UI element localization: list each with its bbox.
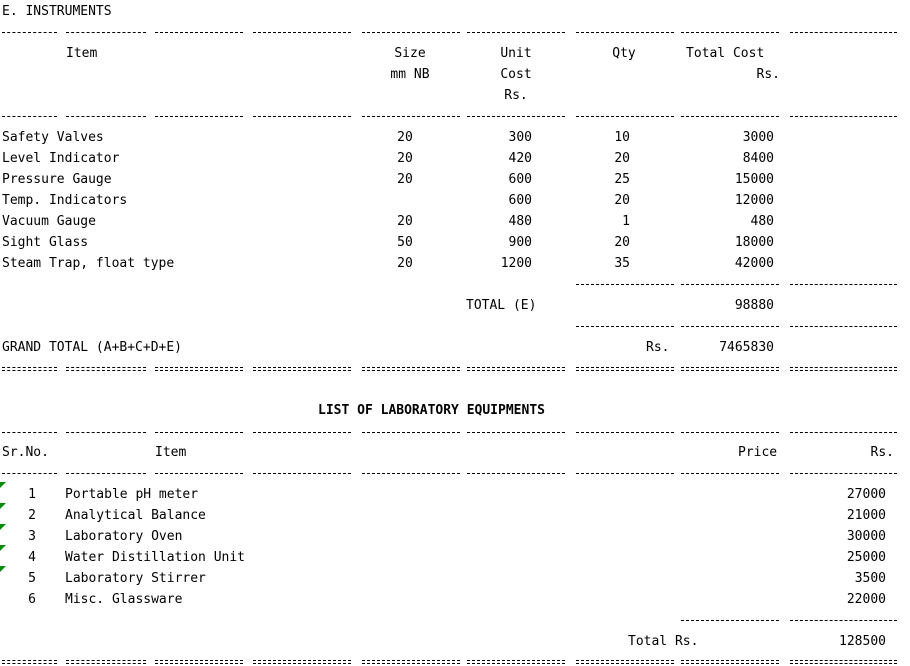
dashed-rule <box>362 116 460 117</box>
instrument-total: 3000 <box>742 130 774 145</box>
lab-header-item: Item <box>155 445 187 460</box>
lab-item-number: 1 <box>28 487 36 502</box>
instrument-unit-cost: 480 <box>508 214 532 229</box>
instrument-total: 15000 <box>734 172 774 187</box>
instrument-unit-cost: 300 <box>508 130 532 145</box>
lab-item-number: 6 <box>28 592 36 607</box>
double-rule <box>253 367 351 371</box>
dashed-rule <box>362 432 460 433</box>
double-rule <box>790 660 897 664</box>
double-rule <box>576 660 674 664</box>
instrument-item: Steam Trap, float type <box>2 256 175 271</box>
lab-item-price: 30000 <box>846 529 886 544</box>
lab-item-price: 3500 <box>854 571 886 586</box>
dashed-rule <box>681 284 779 285</box>
instrument-total: 42000 <box>734 256 774 271</box>
dashed-rule <box>66 116 146 117</box>
dashed-rule <box>790 32 897 33</box>
lab-item-number: 5 <box>28 571 36 586</box>
dashed-rule <box>467 32 565 33</box>
dashed-rule <box>681 432 779 433</box>
dashed-rule <box>576 32 674 33</box>
dashed-rule <box>576 116 674 117</box>
dashed-rule <box>155 116 243 117</box>
dashed-rule <box>681 32 779 33</box>
dashed-rule <box>2 432 57 433</box>
dashed-rule <box>576 326 674 327</box>
dashed-rule <box>2 32 57 33</box>
instrument-qty: 20 <box>614 193 630 208</box>
lab-total-value: 128500 <box>839 634 886 649</box>
dashed-rule <box>253 116 351 117</box>
section-title: E. INSTRUMENTS <box>2 4 112 19</box>
dashed-rule <box>681 473 779 474</box>
instrument-unit-cost: 420 <box>508 151 532 166</box>
double-rule <box>790 367 897 371</box>
instrument-qty: 20 <box>614 151 630 166</box>
lab-item-name: Laboratory Oven <box>65 529 183 544</box>
lab-total-label: Total Rs. <box>628 634 699 649</box>
dashed-rule <box>155 32 243 33</box>
instrument-size: 20 <box>397 256 413 271</box>
header-cost: Cost <box>500 67 532 82</box>
header-size: Size <box>394 46 426 61</box>
lab-item-price: 22000 <box>846 592 886 607</box>
double-rule <box>2 660 57 664</box>
dashed-rule <box>576 432 674 433</box>
dashed-rule <box>576 284 674 285</box>
instrument-unit-cost: 900 <box>508 235 532 250</box>
instrument-item: Sight Glass <box>2 235 89 250</box>
instrument-qty: 1 <box>622 214 630 229</box>
lab-item-price: 25000 <box>846 550 886 565</box>
lab-item-name: Analytical Balance <box>65 508 206 523</box>
lab-item-name: Portable pH meter <box>65 487 199 502</box>
dashed-rule <box>2 116 57 117</box>
lab-title: LIST OF LABORATORY EQUIPMENTS <box>318 403 545 418</box>
double-rule <box>155 660 243 664</box>
lab-item-number: 4 <box>28 550 36 565</box>
lab-item-name: Laboratory Stirrer <box>65 571 206 586</box>
instrument-item: Temp. Indicators <box>2 193 128 208</box>
instrument-size: 20 <box>397 130 413 145</box>
instrument-total: 12000 <box>734 193 774 208</box>
lab-item-name: Water Distillation Unit <box>65 550 246 565</box>
double-rule <box>681 660 779 664</box>
dashed-rule <box>362 473 460 474</box>
lab-item-number: 2 <box>28 508 36 523</box>
grand-total-value: 7465830 <box>719 340 774 355</box>
instrument-size: 20 <box>397 172 413 187</box>
dashed-rule <box>253 432 351 433</box>
header-unit: Unit <box>500 46 532 61</box>
header-qty: Qty <box>612 46 636 61</box>
dashed-rule <box>362 32 460 33</box>
instrument-item: Vacuum Gauge <box>2 214 96 229</box>
dashed-rule <box>467 116 565 117</box>
lab-item-price: 27000 <box>846 487 886 502</box>
header-total-cost: Total Cost <box>686 46 765 61</box>
dashed-rule <box>576 473 674 474</box>
instruments-total-label: TOTAL (E) <box>466 298 537 313</box>
lab-item-name: Misc. Glassware <box>65 592 183 607</box>
dashed-rule <box>253 473 351 474</box>
grand-total-currency: Rs. <box>646 340 670 355</box>
instrument-qty: 20 <box>614 235 630 250</box>
lab-header-srno: Sr.No. <box>2 445 49 460</box>
double-rule <box>66 367 146 371</box>
double-rule <box>362 367 460 371</box>
lab-item-number: 3 <box>28 529 36 544</box>
header-size-unit: mm NB <box>390 67 430 82</box>
double-rule <box>467 367 565 371</box>
instrument-size: 20 <box>397 151 413 166</box>
double-rule <box>362 660 460 664</box>
double-rule <box>576 367 674 371</box>
dashed-rule <box>681 116 779 117</box>
instrument-total: 8400 <box>742 151 774 166</box>
double-rule <box>66 660 146 664</box>
instrument-item: Level Indicator <box>2 151 120 166</box>
header-total-rs: Rs. <box>756 67 780 82</box>
dashed-rule <box>155 432 243 433</box>
dashed-rule <box>790 473 897 474</box>
dashed-rule <box>790 432 897 433</box>
double-rule <box>155 367 243 371</box>
dashed-rule <box>66 473 146 474</box>
dashed-rule <box>66 432 146 433</box>
dashed-rule <box>790 620 897 621</box>
dashed-rule <box>467 473 565 474</box>
instrument-item: Pressure Gauge <box>2 172 112 187</box>
double-rule <box>467 660 565 664</box>
instrument-total: 480 <box>750 214 774 229</box>
double-rule <box>2 367 57 371</box>
dashed-rule <box>253 32 351 33</box>
header-item: Item <box>66 46 98 61</box>
dashed-rule <box>790 326 897 327</box>
grand-total-label: GRAND TOTAL (A+B+C+D+E) <box>2 340 183 355</box>
dashed-rule <box>66 32 146 33</box>
instrument-total: 18000 <box>734 235 774 250</box>
lab-item-price: 21000 <box>846 508 886 523</box>
instrument-unit-cost: 1200 <box>500 256 532 271</box>
dashed-rule <box>681 620 779 621</box>
instruments-total-value: 98880 <box>734 298 774 313</box>
instrument-qty: 25 <box>614 172 630 187</box>
instrument-qty: 10 <box>614 130 630 145</box>
double-rule <box>253 660 351 664</box>
dashed-rule <box>467 432 565 433</box>
instrument-unit-cost: 600 <box>508 193 532 208</box>
header-unit-rs: Rs. <box>504 88 528 103</box>
dashed-rule <box>790 116 897 117</box>
instrument-size: 50 <box>397 235 413 250</box>
lab-header-price: Price <box>738 445 778 460</box>
dashed-rule <box>790 284 897 285</box>
instrument-qty: 35 <box>614 256 630 271</box>
dashed-rule <box>681 326 779 327</box>
lab-header-rs: Rs. <box>870 445 894 460</box>
dashed-rule <box>155 473 243 474</box>
instrument-item: Safety Valves <box>2 130 104 145</box>
instrument-unit-cost: 600 <box>508 172 532 187</box>
dashed-rule <box>2 473 57 474</box>
instrument-size: 20 <box>397 214 413 229</box>
double-rule <box>681 367 779 371</box>
